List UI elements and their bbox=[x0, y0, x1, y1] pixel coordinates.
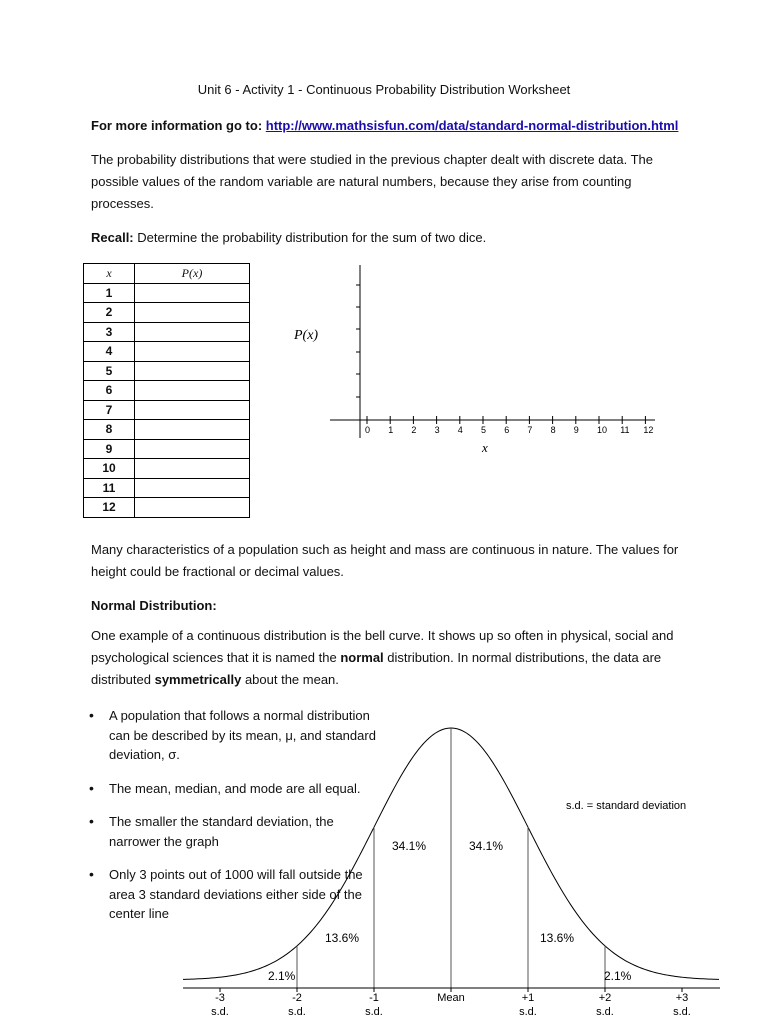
table-cell-x: 3 bbox=[84, 322, 135, 342]
normal-heading bbox=[91, 595, 691, 617]
table-cell-x: 12 bbox=[84, 498, 135, 518]
x-tick-label: 0 bbox=[365, 425, 371, 435]
table-cell-px-blank[interactable] bbox=[135, 420, 250, 440]
recall-text: Determine the probability distribution for the sum of two dice. bbox=[133, 230, 487, 245]
table-cell-px-blank[interactable] bbox=[135, 459, 250, 479]
table-cell-x: 9 bbox=[84, 439, 135, 459]
table-row bbox=[84, 459, 250, 479]
more-info-line bbox=[91, 115, 691, 137]
dice-graph bbox=[294, 260, 670, 460]
table-cell-px-blank[interactable] bbox=[135, 439, 250, 459]
normal-text-part1: One example of a continuous distribution is the bell curve. It shows up so often in physical, social and psychological sciences that it is named the bbox=[91, 628, 674, 665]
bell-axis-labels bbox=[211, 992, 691, 1018]
table-row bbox=[84, 400, 250, 420]
table-row bbox=[84, 342, 250, 362]
table-row bbox=[84, 439, 250, 459]
bell-axis-label: -2 bbox=[292, 992, 302, 1004]
table-row bbox=[84, 420, 250, 440]
bell-axis-label: +1 bbox=[521, 992, 535, 1004]
table-row bbox=[84, 498, 250, 518]
x-tick-label: 2 bbox=[411, 425, 417, 435]
table-cell-px-blank[interactable] bbox=[135, 283, 250, 303]
x-tick-label: 7 bbox=[527, 425, 533, 435]
table-cell-px-blank[interactable] bbox=[135, 361, 250, 381]
normal-text-part3: about the mean. bbox=[241, 672, 339, 687]
normal-text-bold-symmetrically: symmetrically bbox=[154, 672, 242, 687]
x-tick-label: 5 bbox=[481, 425, 487, 435]
bell-axis-label: Mean bbox=[437, 992, 465, 1004]
table-cell-x: 6 bbox=[84, 381, 135, 401]
dice-graph-y-ticks bbox=[356, 285, 360, 397]
table-cell-px-blank[interactable] bbox=[135, 342, 250, 362]
x-tick-label: 8 bbox=[550, 425, 556, 435]
table-row bbox=[84, 381, 250, 401]
x-tick-label: 6 bbox=[504, 425, 510, 435]
table-row bbox=[84, 283, 250, 303]
bell-axis-sublabel: s.d. bbox=[596, 1006, 614, 1018]
pct-mid-left: 13.6% bbox=[325, 931, 360, 945]
pct-outer-right: 2.1% bbox=[604, 969, 632, 983]
bell-axis-label: -1 bbox=[369, 992, 379, 1004]
bell-axis-sublabel: s.d. bbox=[519, 1006, 537, 1018]
x-tick-label: 4 bbox=[457, 425, 463, 435]
table-cell-x: 5 bbox=[84, 361, 135, 381]
table-header-x: x bbox=[84, 264, 135, 284]
continuous-paragraph: Many characteristics of a population such as height and mass are continuous in nature. The values for height could be fractional or decimal values. bbox=[91, 542, 679, 579]
recall-label: Recall: bbox=[91, 230, 134, 245]
list-item: • Only 3 points out of 1000 will fall outside the area 3 standard deviations either side of the center line bbox=[89, 865, 379, 924]
table-cell-px-blank[interactable] bbox=[135, 498, 250, 518]
x-tick-label: 9 bbox=[573, 425, 579, 435]
dice-graph-x-label: x bbox=[482, 440, 488, 455]
table-header-px: P(x) bbox=[135, 264, 250, 284]
table-row bbox=[84, 361, 250, 381]
x-tick-label: 3 bbox=[434, 425, 440, 435]
recall-paragraph bbox=[91, 227, 691, 249]
table-row bbox=[84, 478, 250, 498]
pct-mid-right: 13.6% bbox=[540, 931, 575, 945]
x-tick-label: 12 bbox=[643, 425, 654, 435]
table-row bbox=[84, 322, 250, 342]
mathsisfun-link[interactable]: http://www.mathsisfun.com/data/standard-normal-distribution.html bbox=[265, 118, 679, 133]
table-cell-x: 11 bbox=[84, 478, 135, 498]
bell-curve-diagram bbox=[0, 700, 768, 1024]
table-cell-x: 4 bbox=[84, 342, 135, 362]
table-cell-px-blank[interactable] bbox=[135, 400, 250, 420]
bell-axis-sublabel: s.d. bbox=[365, 1006, 383, 1018]
bell-axis-sublabel: s.d. bbox=[673, 1006, 691, 1018]
bell-axis-label: +2 bbox=[598, 992, 612, 1004]
dice-graph-y-label: P(x) bbox=[294, 328, 319, 343]
x-tick-label: 1 bbox=[388, 425, 394, 435]
table-cell-x: 10 bbox=[84, 459, 135, 479]
table-cell-x: 7 bbox=[84, 400, 135, 420]
normal-heading-text: Normal Distribution: bbox=[91, 598, 217, 613]
table-cell-px-blank[interactable] bbox=[135, 478, 250, 498]
table-body bbox=[84, 283, 250, 517]
x-tick-label: 10 bbox=[597, 425, 608, 435]
dice-distribution-table bbox=[83, 263, 250, 518]
list-item: • The mean, median, and mode are all equal. bbox=[89, 779, 379, 799]
more-info-label: For more information go to: bbox=[91, 118, 266, 133]
bell-axis-label: -3 bbox=[215, 992, 225, 1004]
x-tick-label: 11 bbox=[620, 425, 630, 435]
pct-outer-left: 2.1% bbox=[268, 969, 296, 983]
normal-paragraph bbox=[91, 625, 691, 691]
table-cell-x: 2 bbox=[84, 303, 135, 323]
pct-inner-left: 34.1% bbox=[392, 839, 427, 853]
bell-axis-sublabel: s.d. bbox=[288, 1006, 306, 1018]
page-title: Unit 6 - Activity 1 - Continuous Probability Distribution Worksheet bbox=[197, 82, 571, 97]
normal-text-bold-normal: normal bbox=[340, 650, 384, 665]
intro-paragraph: The probability distributions that were studied in the previous chapter dealt with discrete data. The possible values of the random variable are natural numbers, because they arise from counting processes. bbox=[91, 152, 653, 211]
table-row bbox=[84, 303, 250, 323]
list-item: • A population that follows a normal distribution can be described by its mean, μ, and standard deviation, σ. bbox=[89, 706, 379, 765]
bell-axis-sublabel: s.d. bbox=[211, 1006, 229, 1018]
dice-graph-x-ticks bbox=[365, 416, 653, 435]
normal-text-part2: distribution. In normal distributions, the data are distributed bbox=[91, 650, 662, 687]
pct-inner-right: 34.1% bbox=[469, 839, 504, 853]
table-cell-x: 1 bbox=[84, 283, 135, 303]
table-cell-px-blank[interactable] bbox=[135, 381, 250, 401]
table-cell-x: 8 bbox=[84, 420, 135, 440]
list-item: • The smaller the standard deviation, the narrower the graph bbox=[89, 812, 379, 851]
bell-legend: s.d. = standard deviation bbox=[566, 800, 687, 812]
table-cell-px-blank[interactable] bbox=[135, 303, 250, 323]
bell-axis-label: +3 bbox=[675, 992, 689, 1004]
table-cell-px-blank[interactable] bbox=[135, 322, 250, 342]
